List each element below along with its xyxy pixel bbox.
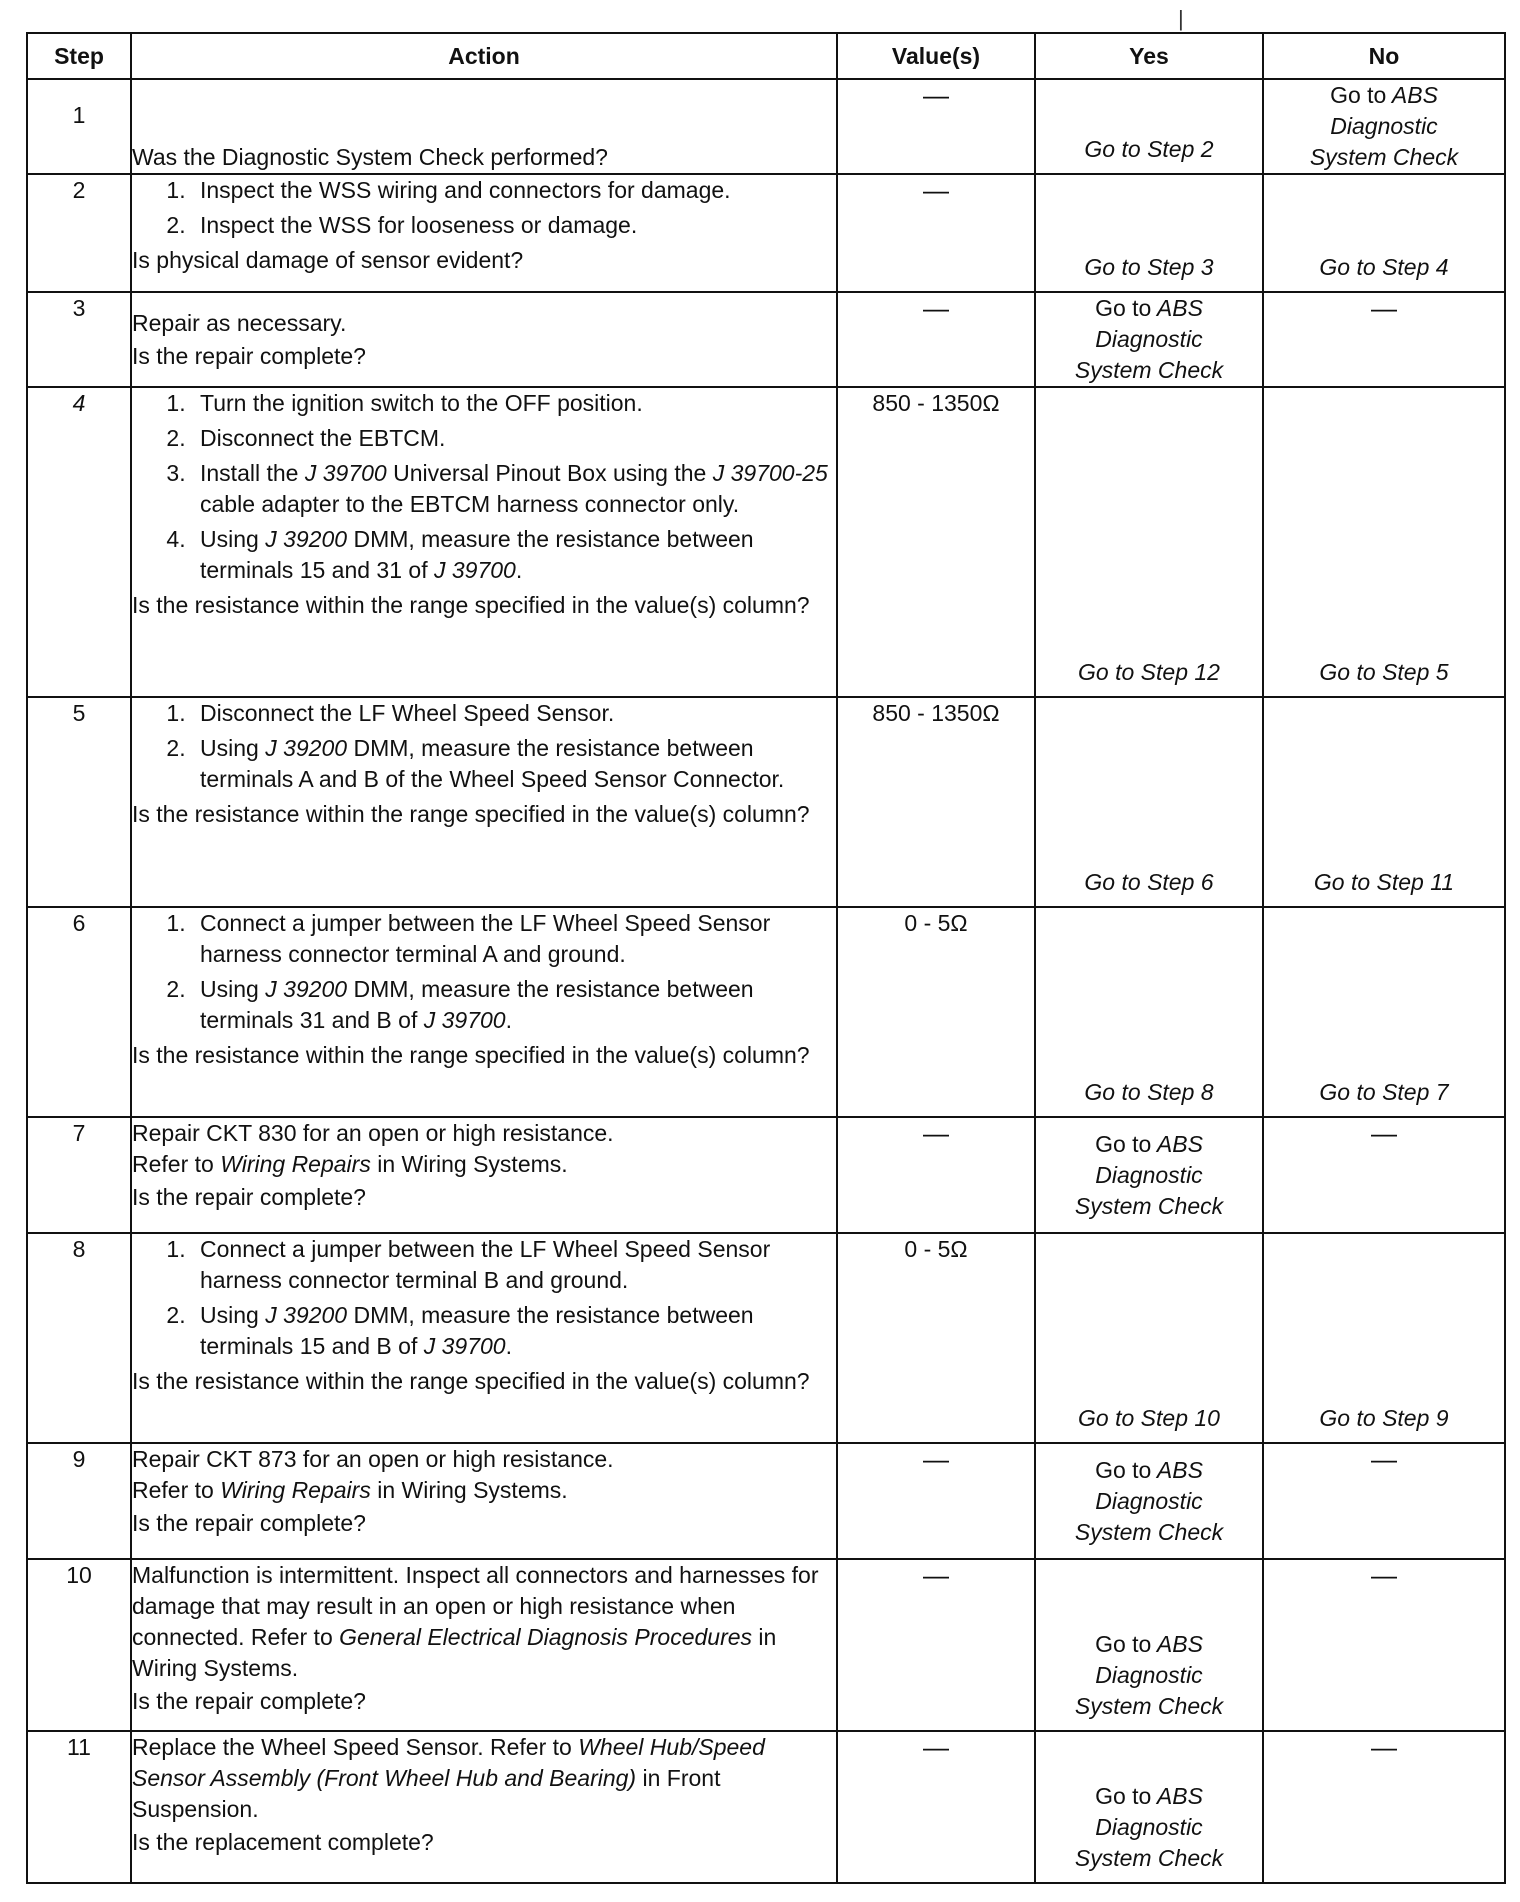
action-step: 3. Install the J 39700 Universal Pinout Box using the J 39700-25 cable adapter to the EBTCM harness connector only.: [192, 458, 836, 520]
value-cell: [837, 1559, 1035, 1731]
dash-value: —: [923, 80, 949, 110]
value-cell: [837, 1443, 1035, 1559]
yes-cell: [1035, 1731, 1263, 1883]
table-row: [27, 1117, 1505, 1233]
abs-text: ABS: [1156, 295, 1203, 321]
action-steps: [132, 698, 836, 795]
diagnostic-text: Diagnostic: [1095, 1161, 1203, 1188]
abs-text: ABS: [1391, 82, 1438, 108]
action-paragraph: Malfunction is intermittent. Inspect all connectors and harnesses for damage that may result in an open or high resistance when connected. Refer to General Electrical Diagnosis Procedures in Wiring Systems.: [132, 1562, 819, 1681]
diagnostic-text: Diagnostic: [1330, 113, 1438, 139]
step-number: 9: [27, 1443, 131, 1559]
diagnostic-text: Diagnostic: [1095, 1487, 1203, 1514]
step-number: 6: [27, 907, 131, 1117]
action-line: Repair CKT 830 for an open or high resistance.: [132, 1120, 614, 1146]
yes-cell: Go to Step 6: [1035, 697, 1263, 907]
yes-cell: Go to Step 3: [1035, 174, 1263, 292]
dash-value: —: [923, 1444, 949, 1474]
dash-value: —: [1371, 1560, 1397, 1590]
action-step: 2. Using J 39200 DMM, measure the resistance between terminals 15 and B of J 39700.: [192, 1300, 836, 1362]
yes-cell: [1035, 1559, 1263, 1731]
action-step: 4. Using J 39200 DMM, measure the resistance between terminals 15 and 31 of J 39700.: [192, 524, 836, 586]
table-row: [27, 1731, 1505, 1883]
no-cell: [1263, 1731, 1505, 1883]
yes-cell: Go to Step 10: [1035, 1233, 1263, 1443]
value-cell: 850 - 1350Ω: [837, 697, 1035, 907]
header-step: Step: [27, 33, 131, 79]
system-check-text: System Check: [1074, 357, 1224, 383]
yes-cell: Go to Step 2: [1035, 79, 1263, 174]
dash-value: —: [923, 175, 949, 205]
step-number: 1: [27, 79, 131, 174]
action-line: Repair as necessary.: [132, 309, 347, 336]
value-cell: 0 - 5Ω: [837, 907, 1035, 1117]
dash-value: —: [1371, 293, 1397, 323]
diagnostic-table: [26, 32, 1506, 1884]
step-number: 7: [27, 1117, 131, 1233]
value-cell: [837, 292, 1035, 387]
no-cell: Go to Step 4: [1263, 174, 1505, 292]
action-cell: [131, 1559, 837, 1731]
action-step: 2. Disconnect the EBTCM.: [192, 423, 836, 454]
dash-value: —: [923, 293, 949, 323]
system-check-text: System Check: [1074, 1518, 1224, 1545]
step-number: 11: [27, 1731, 131, 1883]
action-cell: [131, 79, 837, 174]
step-number: 4: [27, 387, 131, 697]
table-row: [27, 1233, 1505, 1443]
no-cell: [1263, 1443, 1505, 1559]
table-row: [27, 79, 1505, 174]
action-step: 1. Connect a jumper between the LF Wheel Speed Sensor harness connector terminal A and ground.: [192, 908, 836, 970]
yes-cell: Go to Step 12: [1035, 387, 1263, 697]
value-cell: [837, 1731, 1035, 1883]
table-row: [27, 697, 1505, 907]
action-step: 2. Inspect the WSS for looseness or damage.: [192, 210, 836, 241]
action-cell: [131, 697, 837, 907]
action-reference: Refer to Wiring Repairs in Wiring Systems.: [132, 1151, 568, 1177]
table-row: [27, 174, 1505, 292]
action-step: 1. Turn the ignition switch to the OFF position.: [192, 388, 836, 419]
action-question: Is the repair complete?: [132, 1688, 366, 1714]
no-cell: [1263, 1559, 1505, 1731]
action-question: Is the replacement complete?: [132, 1829, 434, 1855]
dash-value: —: [923, 1118, 949, 1148]
action-question: Is the resistance within the range specified in the value(s) column?: [132, 1368, 810, 1394]
action-line: Repair CKT 873 for an open or high resistance.: [132, 1446, 614, 1472]
goto-text: Go to: [1330, 82, 1387, 108]
table-row: [27, 907, 1505, 1117]
no-cell: Go to Step 9: [1263, 1233, 1505, 1443]
action-question: Is the resistance within the range specified in the value(s) column?: [132, 801, 810, 827]
system-check-text: System Check: [1074, 1693, 1224, 1719]
action-step: 2. Using J 39200 DMM, measure the resistance between terminals 31 and B of J 39700.: [192, 974, 836, 1036]
abs-text: ABS: [1156, 1456, 1203, 1483]
goto-text: Go to: [1095, 1631, 1152, 1657]
value-cell: 850 - 1350Ω: [837, 387, 1035, 697]
no-cell: Go to Step 5: [1263, 387, 1505, 697]
action-cell: [131, 1117, 837, 1233]
action-question: Is physical damage of sensor evident?: [132, 247, 524, 273]
dash-value: —: [923, 1560, 949, 1590]
table-row: [27, 1559, 1505, 1731]
action-cell: [131, 1731, 837, 1883]
table-header-row: [27, 33, 1505, 79]
action-step: 1. Connect a jumper between the LF Wheel Speed Sensor harness connector terminal B and ground.: [192, 1234, 836, 1296]
action-reference: Refer to Wiring Repairs in Wiring Systems.: [132, 1477, 568, 1503]
action-steps: [132, 175, 836, 241]
dash-value: —: [1371, 1118, 1397, 1148]
action-steps: [132, 1234, 836, 1362]
step-number: 5: [27, 697, 131, 907]
step-number: 2: [27, 174, 131, 292]
step-number: 3: [27, 292, 131, 387]
header-action: Action: [131, 33, 837, 79]
no-cell: Go to Step 11: [1263, 697, 1505, 907]
yes-cell: [1035, 292, 1263, 387]
system-check-text: System Check: [1074, 1192, 1224, 1219]
abs-text: ABS: [1156, 1130, 1203, 1157]
action-cell: [131, 1443, 837, 1559]
value-cell: [837, 79, 1035, 174]
diagnostic-text: Diagnostic: [1095, 326, 1203, 352]
value-cell: [837, 174, 1035, 292]
diagnostic-text: Diagnostic: [1095, 1662, 1203, 1688]
scan-mark: |: [1178, 6, 1184, 31]
goto-text: Go to: [1095, 1130, 1152, 1157]
table-row: [27, 387, 1505, 697]
dash-value: —: [1371, 1444, 1397, 1474]
header-no: No: [1263, 33, 1505, 79]
action-cell: [131, 174, 837, 292]
table-row: [27, 1443, 1505, 1559]
action-question: Is the repair complete?: [132, 342, 366, 369]
yes-cell: Go to Step 8: [1035, 907, 1263, 1117]
action-question: Was the Diagnostic System Check performed?: [132, 144, 608, 170]
action-question: Is the resistance within the range specified in the value(s) column?: [132, 1042, 810, 1068]
step-number: 8: [27, 1233, 131, 1443]
action-cell: [131, 907, 837, 1117]
yes-cell: [1035, 1443, 1263, 1559]
action-step: 2. Using J 39200 DMM, measure the resistance between terminals A and B of the Wheel Speed Sensor Connector.: [192, 733, 836, 795]
action-steps: [132, 908, 836, 1036]
system-check-text: System Check: [1309, 144, 1459, 170]
dash-value: —: [1371, 1732, 1397, 1762]
value-cell: 0 - 5Ω: [837, 1233, 1035, 1443]
action-question: Is the repair complete?: [132, 1510, 366, 1536]
goto-text: Go to: [1095, 1456, 1152, 1483]
action-cell: [131, 292, 837, 387]
abs-text: ABS: [1156, 1631, 1203, 1657]
no-cell: [1263, 1117, 1505, 1233]
system-check-text: System Check: [1074, 1845, 1224, 1871]
value-cell: [837, 1117, 1035, 1233]
no-cell: Go to Step 7: [1263, 907, 1505, 1117]
goto-text: Go to: [1095, 1783, 1152, 1809]
no-cell: [1263, 79, 1505, 174]
diagnostic-text: Diagnostic: [1095, 1814, 1203, 1840]
abs-text: ABS: [1156, 1783, 1203, 1809]
action-paragraph: Replace the Wheel Speed Sensor. Refer to Wheel Hub/Speed Sensor Assembly (Front Wheel Hub and Bearing) in Front Suspension.: [132, 1734, 765, 1822]
dash-value: —: [923, 1732, 949, 1762]
table-row: [27, 292, 1505, 387]
action-question: Is the repair complete?: [132, 1184, 366, 1210]
action-steps: [132, 388, 836, 586]
no-cell: [1263, 292, 1505, 387]
action-cell: [131, 1233, 837, 1443]
step-number: 10: [27, 1559, 131, 1731]
header-yes: Yes: [1035, 33, 1263, 79]
action-step: 1. Inspect the WSS wiring and connectors for damage.: [192, 175, 836, 206]
action-step: 1. Disconnect the LF Wheel Speed Sensor.: [192, 698, 836, 729]
yes-cell: [1035, 1117, 1263, 1233]
header-values: Value(s): [837, 33, 1035, 79]
action-question: Is the resistance within the range specified in the value(s) column?: [132, 592, 810, 618]
action-cell: [131, 387, 837, 697]
goto-text: Go to: [1095, 295, 1152, 321]
